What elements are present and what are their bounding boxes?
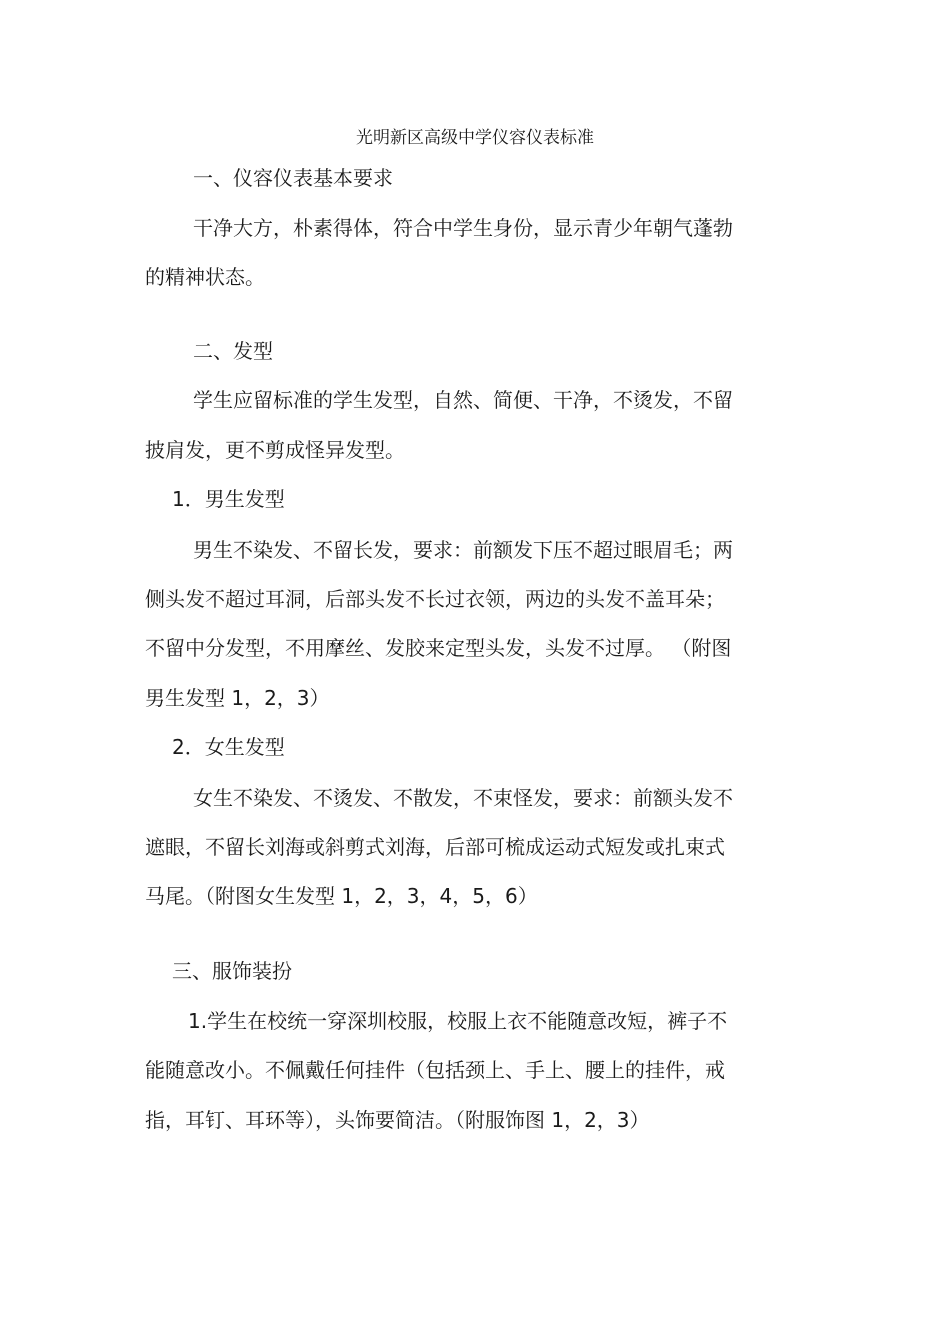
subheading-female-hairstyle: 2．女生发型	[172, 735, 285, 759]
document-title: 光明新区高级中学仪容仪表标准	[356, 128, 594, 148]
paragraph-line: 干净大方，朴素得体，符合中学生身份，显示青少年朝气蓬勃	[193, 216, 733, 240]
paragraph-line: 学生应留标准的学生发型，自然、简便、干净，不烫发，不留	[193, 388, 733, 412]
section-heading-1: 一、仪容仪表基本要求	[193, 166, 393, 190]
paragraph-line: 指，耳钉、耳环等），头饰要简洁。（附服饰图 1，2，3）	[145, 1108, 650, 1132]
paragraph-line: 侧头发不超过耳洞，后部头发不长过衣领，两边的头发不盖耳朵；	[145, 587, 725, 611]
section-heading-2: 二、发型	[193, 339, 273, 363]
paragraph-line: 1.学生在校统一穿深圳校服，校服上衣不能随意改短，裤子不	[188, 1009, 728, 1033]
section-heading-3: 三、服饰装扮	[172, 959, 292, 983]
paragraph-line: 遮眼，不留长刘海或斜剪式刘海，后部可梳成运动式短发或扎束式	[145, 835, 725, 859]
paragraph-line: 男生发型 1，2，3）	[145, 686, 330, 710]
paragraph-line: 能随意改小。不佩戴任何挂件（包括颈上、手上、腰上的挂件，戒	[145, 1058, 725, 1082]
paragraph-line: 女生不染发、不烫发、不散发，不束怪发，要求：前额头发不	[193, 786, 733, 810]
subheading-male-hairstyle: 1．男生发型	[172, 487, 285, 511]
paragraph-line: 披肩发，更不剪成怪异发型。	[145, 438, 405, 462]
paragraph-line: 的精神状态。	[145, 265, 265, 289]
paragraph-line: 男生不染发、不留长发，要求：前额发下压不超过眼眉毛；两	[193, 538, 733, 562]
paragraph-line: 马尾。（附图女生发型 1，2，3，4，5，6）	[145, 884, 538, 908]
paragraph-line: 不留中分发型，不用摩丝、发胶来定型头发，头发不过厚。 （附图	[145, 636, 732, 660]
